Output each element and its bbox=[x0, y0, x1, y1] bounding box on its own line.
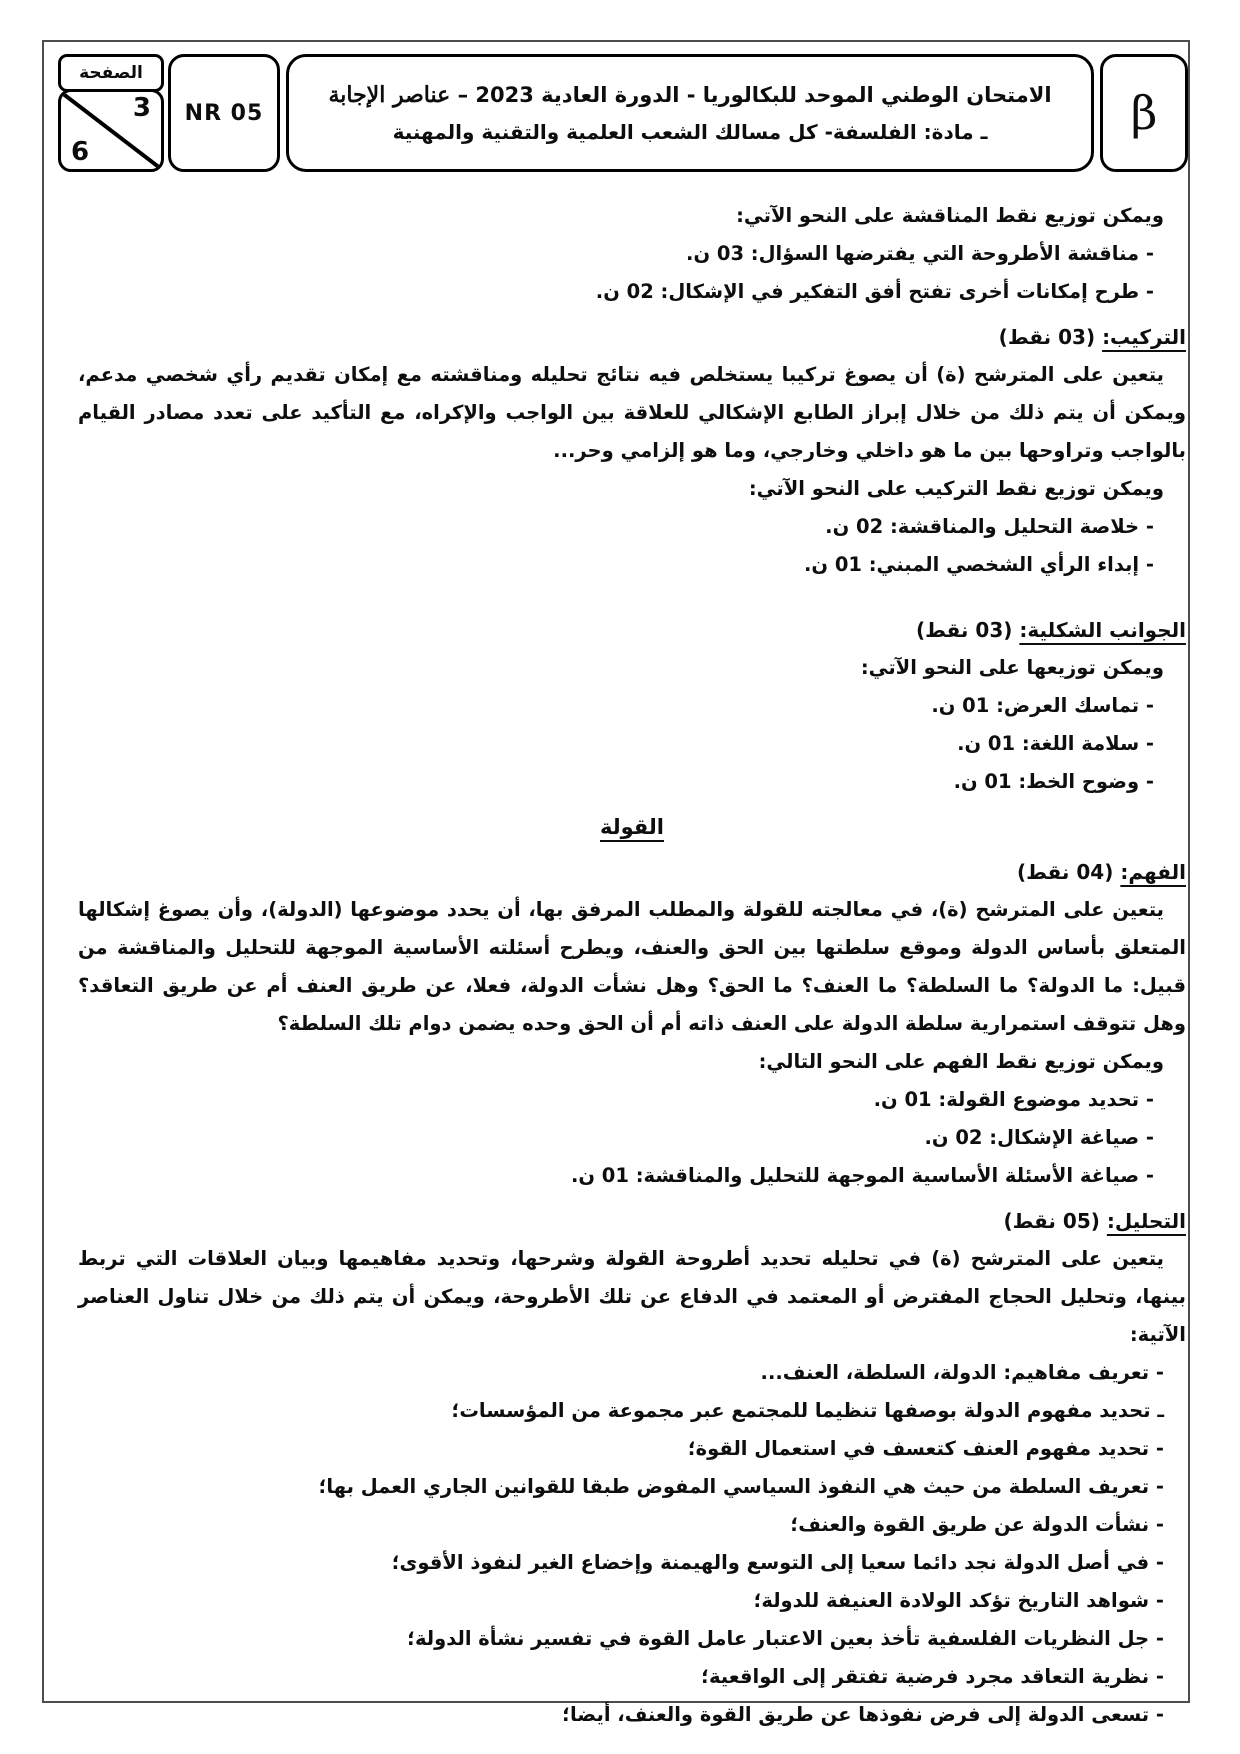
text-line: - تعريف السلطة من حيث هي النفوذ السياسي المفوض طبقا للقوانين الجاري العمل بها؛ bbox=[318, 1475, 1164, 1498]
text-line: - صياغة الأسئلة الأساسية الموجهة للتحليل والمناقشة: 01 ن. bbox=[570, 1164, 1154, 1187]
text-line: - تسعى الدولة إلى فرض نفوذها عن طريق القوة والعنف، أيضا؛ bbox=[562, 1703, 1164, 1726]
text-line: - تحديد مفهوم العنف كتعسف في استعمال القوة؛ bbox=[687, 1437, 1164, 1460]
center-heading: القولة bbox=[600, 815, 664, 839]
exam-title-line1 bbox=[328, 82, 1051, 108]
text-line: - سلامة اللغة: 01 ن. bbox=[957, 732, 1154, 755]
section-heading: التحليل: (05 نقط) bbox=[1003, 1209, 1186, 1233]
paragraph: يتعين على المترشح (ة) أن يصوغ تركيبا يستخلص فيه نتائج تحليله ومناقشته مع إمكان تقديم رأي شخصي مدعم، ويمكن أن يتم ذلك من خلال إبراز الطابع الإشكالي للعلاقة بين الواجب والإكراه، مع التأكيد على تعدد مصادر القيام بالواجب وتراوحها بين ما هو داخلي وخارجي، وما هو إلزامي وحر... bbox=[78, 363, 1186, 462]
text-line: - نظرية التعاقد مجرد فرضية تفتقر إلى الواقعية؛ bbox=[701, 1665, 1164, 1688]
text-line: - تماسك العرض: 01 ن. bbox=[931, 694, 1154, 717]
exam-code-box: NR 05 bbox=[168, 54, 280, 172]
text-line: - صياغة الإشكال: 02 ن. bbox=[924, 1126, 1154, 1149]
text-line: ويمكن توزيعها على النحو الآتي: bbox=[860, 656, 1164, 679]
exam-title-main: الامتحان الوطني الموحد للبكالوريا - الدورة العادية 2023 – bbox=[457, 83, 1052, 107]
text-line: ويمكن توزيع نقط الفهم على النحو التالي: bbox=[758, 1050, 1164, 1073]
section-heading: التركيب: (03 نقط) bbox=[998, 325, 1186, 349]
text-line: - تحديد موضوع القولة: 01 ن. bbox=[873, 1088, 1154, 1111]
text-line: - نشأت الدولة عن طريق القوة والعنف؛ bbox=[790, 1513, 1164, 1536]
section-heading: الجوانب الشكلية: (03 نقط) bbox=[915, 618, 1186, 642]
text-line: - جل النظريات الفلسفية تأخذ بعين الاعتبار عامل القوة في تفسير نشأة الدولة؛ bbox=[407, 1627, 1164, 1650]
text-line: - وضوح الخط: 01 ن. bbox=[953, 770, 1154, 793]
section-heading: الفهم: (04 نقط) bbox=[1016, 860, 1186, 884]
answer-key-fancy-label: عناصر الإجابة bbox=[328, 82, 451, 108]
current-page-number: 3 bbox=[132, 93, 151, 123]
total-page-number: 6 bbox=[71, 137, 90, 167]
text-line: ـ تحديد مفهوم الدولة بوصفها تنظيما للمجتمع عبر مجموعة من المؤسسات؛ bbox=[451, 1399, 1164, 1422]
text-line: - إبداء الرأي الشخصي المبني: 01 ن. bbox=[803, 553, 1154, 576]
page-number-box bbox=[58, 54, 164, 172]
paragraph: يتعين على المترشح (ة)، في معالجته للقولة والمطلب المرفق بها، أن يحدد موضوعها (الدولة)، وأن يصوغ إشكالها المتعلق بأساس الدولة وموقع سلطتها بين الحق والعنف، ويطرح أسئلته الأساسية الموجهة للتحليل والمناقشة من قبيل: ما الدولة؟ ما السلطة؟ ما العنف؟ ما الحق؟ وهل نشأت الدولة، فعلا، عن طريق العنف أم عن طريق التعاقد؟ وهل تتوقف استمرارية سلطة الدولة على العنف ذاته أم أن الحق وحده يضمن دوام تلك السلطة؟ bbox=[78, 898, 1186, 1035]
page-label: الصفحة bbox=[58, 54, 164, 92]
text-line: ويمكن توزيع نقط التركيب على النحو الآتي: bbox=[748, 477, 1164, 500]
paragraph: يتعين على المترشح (ة) في تحليله تحديد أطروحة القولة وشرحها، وتحديد مفاهيمها وبيان العلاقات التي تربط بينها، وتحليل الحجاج المفترض أو المعتمد في الدفاع عن تلك الأطروحة، ويمكن أن يتم ذلك من خلال تناول العناصر الآتية: bbox=[78, 1247, 1186, 1346]
text-line: ويمكن توزيع نقط المناقشة على النحو الآتي: bbox=[736, 204, 1164, 227]
text-line: - طرح إمكانات أخرى تفتح أفق التفكير في الإشكال: 02 ن. bbox=[595, 280, 1154, 303]
exam-title-box bbox=[286, 54, 1094, 172]
text-line: - خلاصة التحليل والمناقشة: 02 ن. bbox=[825, 515, 1154, 538]
exam-title-line2: ـ مادة: الفلسفة- كل مسالك الشعب العلمية والتقنية والمهنية bbox=[392, 120, 988, 144]
text-line: - شواهد التاريخ تؤكد الولادة العنيفة للدولة؛ bbox=[753, 1589, 1164, 1612]
page-fraction-box bbox=[58, 89, 164, 172]
text-line: - في أصل الدولة نجد دائما سعيا إلى التوسع والهيمنة وإخضاع الغير لنفوذ الأقوى؛ bbox=[391, 1551, 1164, 1574]
text-line: - تعريف مفاهيم: الدولة، السلطة، العنف... bbox=[760, 1361, 1164, 1384]
content bbox=[78, 197, 1186, 1734]
text-line: - مناقشة الأطروحة التي يفترضها السؤال: 03 ن. bbox=[686, 242, 1154, 265]
beta-symbol-box: β bbox=[1100, 54, 1188, 172]
